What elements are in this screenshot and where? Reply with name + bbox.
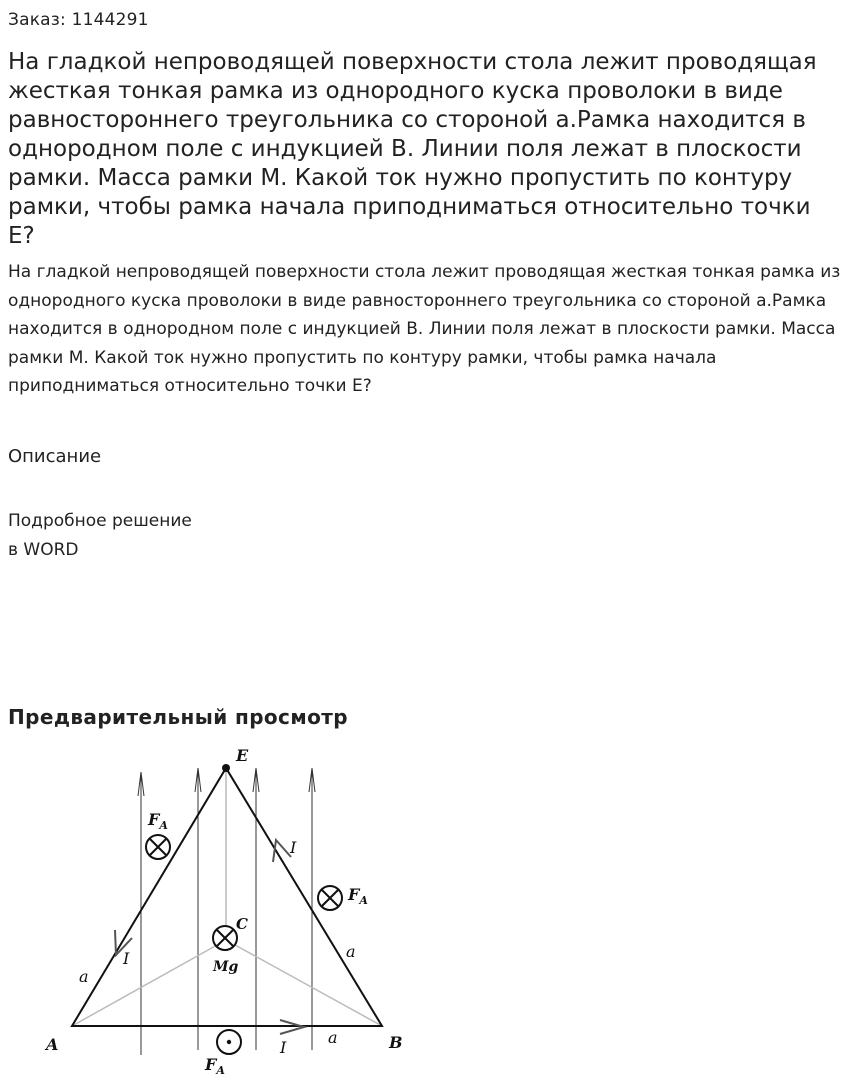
force-label-bottom: $F_A$ <box>205 1055 225 1077</box>
force-label-right: $F_A$ <box>348 885 368 907</box>
current-label-right: I <box>290 838 297 857</box>
current-label-bottom: I <box>280 1038 287 1057</box>
vertex-e-dot <box>222 764 230 772</box>
solution-line-1: Подробное решение <box>8 511 192 531</box>
page-title: На гладкой непроводящей поверхности стола лежит проводящая жесткая тонкая рамка из однородного куска проволоки в виде равностороннего треугольника со стороной а.Рамка находится в однородном поле с индукцией В. Линии поля лежат в плоскости рамки. Масса рамки М. Какой ток нужно пропустить по контуру рамки, чтобы рамка начала приподниматься относительно точки Е? <box>8 49 817 249</box>
side-label-left: a <box>79 967 89 986</box>
vertex-b-label: B <box>389 1033 403 1052</box>
center-c-label: C <box>236 915 248 933</box>
current-arrows <box>115 840 304 1034</box>
solution-line-2: в WORD <box>8 540 79 560</box>
preview-figure <box>40 740 420 1085</box>
order-number: Заказ: 1144291 <box>8 10 149 30</box>
current-label-left: I <box>123 949 130 968</box>
vertex-e-label: E <box>236 746 249 765</box>
force-out-of-page-icon <box>217 1030 241 1054</box>
solution-info <box>8 507 192 565</box>
force-label-top-left: $F_A$ <box>148 810 168 832</box>
vertex-a-label: A <box>46 1035 59 1054</box>
force-into-page-icon <box>146 835 170 859</box>
problem-text: На гладкой непроводящей поверхности стола лежит проводящая жесткая тонкая рамка из однородного куска проволоки в виде равностороннего треугольника со стороной а.Рамка находится в однородном поле с индукцией В. Линии поля лежат в плоскости рамки. Масса рамки М. Какой ток нужно пропустить по контуру рамки, чтобы рамка начала приподниматься относительно точки Е? <box>8 262 841 396</box>
preview-heading: Предварительный просмотр <box>8 705 348 729</box>
side-label-bottom: a <box>328 1028 338 1047</box>
side-label-right: a <box>346 942 356 961</box>
gravity-into-page-icon <box>213 926 237 950</box>
force-into-page-icon <box>318 886 342 910</box>
description-heading: Описание <box>8 446 102 467</box>
weight-label: Mg <box>213 959 239 975</box>
